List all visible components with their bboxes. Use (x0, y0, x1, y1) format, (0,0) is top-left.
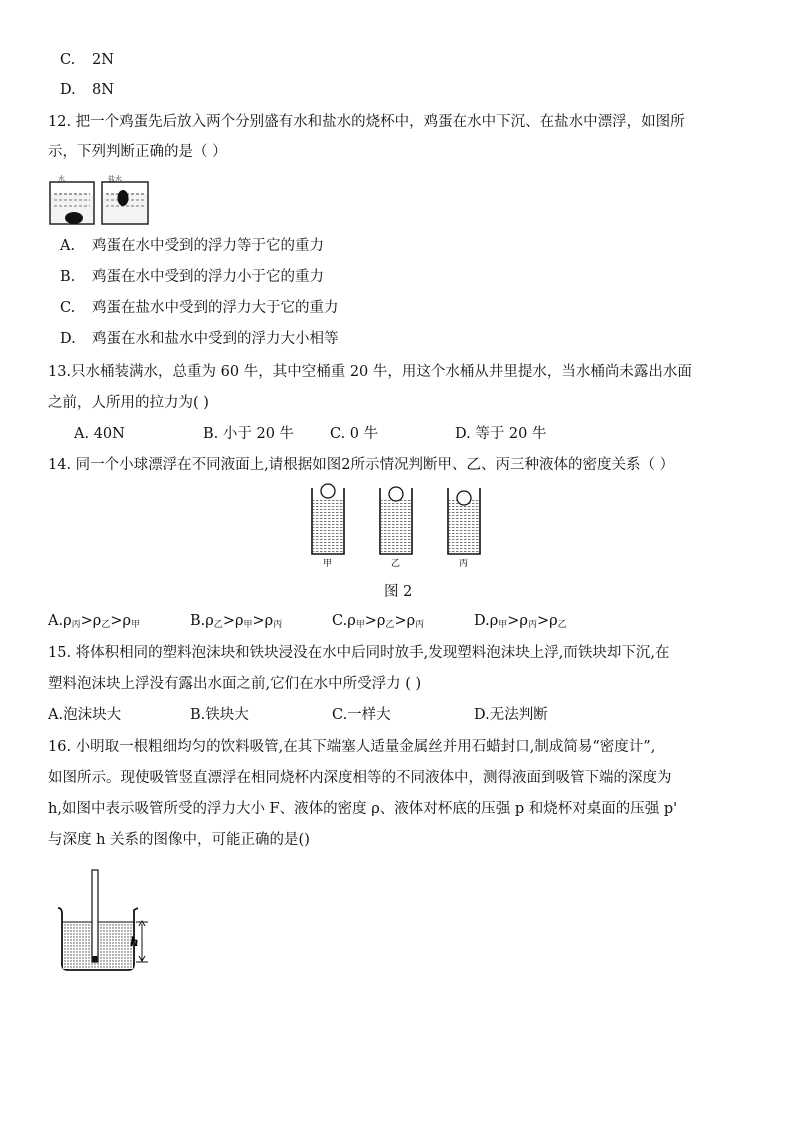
q14-option-b: $B.\rho_乙>\rho_甲>\rho_丙$ (190, 613, 283, 630)
q13-stem-line2: 之前，人所用的拉力为( ) (48, 395, 209, 411)
beaker-label-jia: 甲 (323, 559, 333, 569)
q16-stem-line4: 与深度 h 关系的图像中，可能正确的是() (48, 832, 310, 848)
q15-stem-line2: 塑料泡沫块上浮没有露出水面之前,它们在水中所受浮力 ( ) (48, 676, 422, 692)
beaker-yi (380, 487, 412, 569)
beaker-jia (312, 484, 344, 569)
beaker-label-water: 水 (58, 175, 65, 183)
q15-option-b: B.铁块大 (190, 707, 249, 723)
q12-option-c: C. 鸡蛋在盐水中受到的浮力大于它的重力 (60, 300, 339, 316)
q14-option-d: $D.\rho_甲>\rho_丙>\rho_乙$ (474, 613, 567, 630)
beaker-saltwater (102, 174, 148, 224)
q12-option-d: D. 鸡蛋在水和盐水中受到的浮力大小相等 (60, 331, 339, 347)
q14-figure-caption: 图 2 (384, 584, 413, 600)
q14-density-figure (308, 484, 488, 570)
q16-hydrometer-figure (52, 864, 162, 976)
q15-option-c: C.一样大 (332, 707, 391, 723)
egg-floating (118, 190, 129, 206)
q12-stem-line1: 12. 把一个鸡蛋先后放入两个分别盛有水和盐水的烧杯中，鸡蛋在水中下沉、在盐水中漂浮，如图所 (48, 114, 685, 130)
q13-option-c: C. 0 牛 (330, 426, 379, 442)
q12-stem-line2: 示，下列判断正确的是（ ） (48, 144, 227, 160)
straw (92, 870, 98, 962)
q16-stem-line2: 如图所示。现使吸管竖直漂浮在相同烧杯内深度相等的不同液体中，测得液面到吸管下端的深度为 (48, 770, 672, 786)
q14-option-c: $C.\rho_甲>\rho_乙>\rho_丙$ (332, 613, 425, 630)
q16-stem-line3: h,如图中表示吸管所受的浮力大小 F、液体的密度 ρ、液体对杯底的压强 p 和烧杯对桌面的压强 p' (48, 801, 678, 817)
q14-stem: 14. 同一个小球漂浮在不同液面上,请根据如图2所示情况判断甲、乙、丙三种液体的密度关系（ ） (48, 457, 675, 473)
q11-option-d: D. 8N (60, 82, 114, 98)
q13-stem-line1: 13.只水桶装满水，总重为 60 牛，其中空桶重 20 牛，用这个水桶从井里提水，当水桶尚未露出水面 (48, 364, 692, 380)
beaker-label-yi: 乙 (391, 559, 401, 569)
depth-label-h: h (130, 935, 139, 949)
q13-option-a: A. 40N (74, 426, 125, 442)
q11-option-c: C. 2N (60, 52, 114, 68)
ball-bing (457, 491, 471, 505)
ball-jia (321, 484, 335, 498)
q12-egg-figure (48, 172, 158, 228)
beaker-label-bing: 丙 (459, 559, 469, 569)
beaker-label-saltwater: 盐水 (108, 175, 122, 183)
q15-option-a: A.泡沫块大 (48, 707, 122, 723)
q15-option-d: D.无法判断 (474, 707, 548, 723)
q14-option-a: $A.\rho_丙>\rho_乙>\rho_甲$ (48, 613, 141, 630)
q13-option-b: B. 小于 20 牛 (203, 426, 295, 442)
q12-option-a: A. 鸡蛋在水中受到的浮力等于它的重力 (60, 238, 324, 254)
ball-yi (389, 487, 403, 501)
q16-stem-line1: 16. 小明取一根粗细均匀的饮料吸管,在其下端塞人适量金属丝并用石蜡封口,制成简易“密度计”, (48, 739, 656, 755)
q15-stem-line1: 15. 将体积相同的塑料泡沫块和铁块浸没在水中后同时放手,发现塑料泡沫块上浮,而铁块却下沉,在 (48, 645, 670, 661)
q13-option-d: D. 等于 20 牛 (455, 426, 547, 442)
beaker-water (50, 174, 94, 224)
beaker-bing (448, 488, 480, 569)
egg-sunk (65, 212, 83, 224)
q12-option-b: B. 鸡蛋在水中受到的浮力小于它的重力 (60, 269, 324, 285)
